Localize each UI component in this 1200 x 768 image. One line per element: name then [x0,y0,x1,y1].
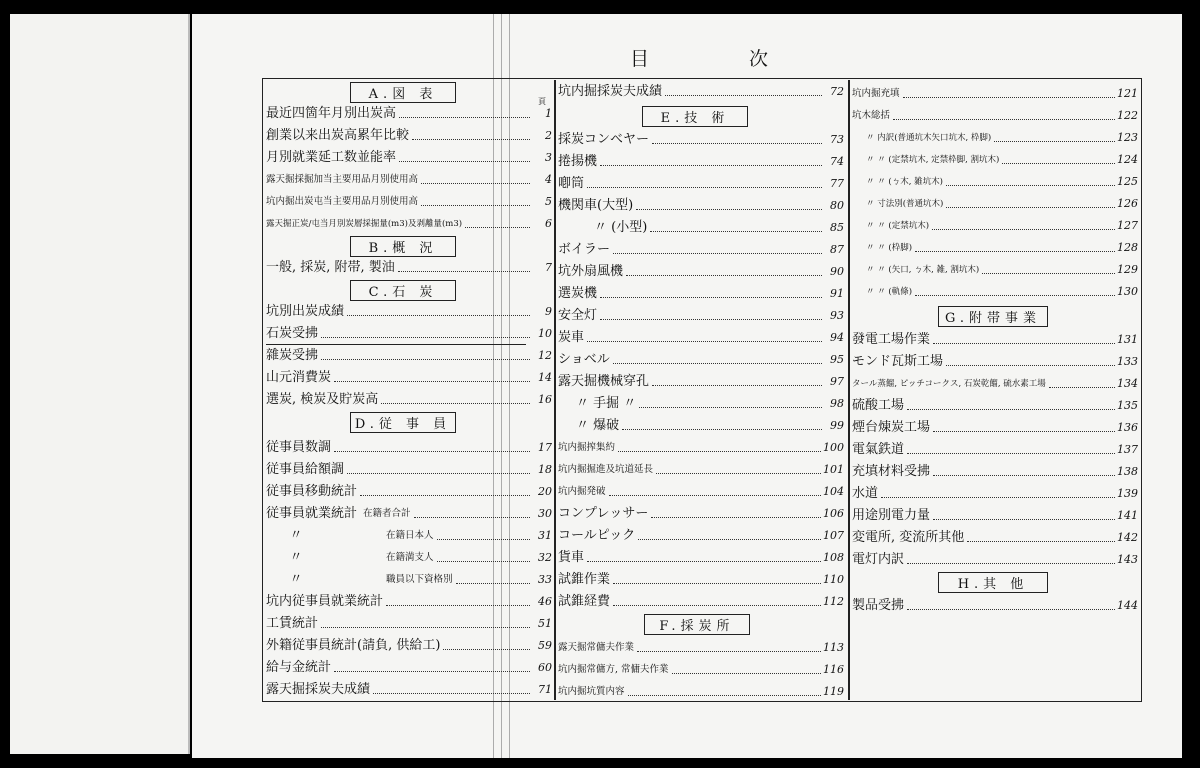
toc-entry[interactable]: 露天掘常傭夫作業 113 [558,641,844,654]
toc-entry[interactable]: 〃 〃 (矢口, ㄅ木, 雑, 割坑木) 129 [866,263,1138,276]
toc-entry[interactable]: タール蒸餾, ピッチコークス, 石炭乾餾, 硫水素工場 134 [852,377,1138,390]
toc-entry[interactable]: 坑内掘発破 104 [558,485,844,498]
toc-entry[interactable]: 〃 〃 (軌條) 130 [866,285,1138,298]
column-divider [554,80,556,700]
toc-entry[interactable]: 雜炭受拂 12 [266,348,552,363]
toc-entry[interactable]: 坑内従事員就業統計 46 [266,594,552,609]
toc-entry[interactable]: 山元消費炭 14 [266,370,552,385]
section-header-b: B.概 況 [350,236,456,257]
toc-entry[interactable]: コールピック 107 [558,528,844,543]
toc-entry[interactable]: 給与金統計 60 [266,660,552,675]
toc-entry[interactable]: 露天掘採掘加当主要用品月別使用高 4 [266,173,552,186]
toc-entry[interactable]: ボイラー 87 [558,242,844,257]
toc-entry[interactable]: 選炭機 91 [558,286,844,301]
toc-entry[interactable]: 月別就業延工数並能率 3 [266,150,552,165]
section-header-e: E.技 術 [642,106,748,127]
toc-entry[interactable]: 石炭受拂 10 [266,326,552,341]
page-title [630,44,770,71]
toc-entry[interactable]: 坑内掘坑質内容 119 [558,685,844,698]
title-char-1: 目 [630,48,652,70]
page-fold [188,14,190,754]
title-char-2: 次 [748,48,770,70]
toc-entry[interactable]: 製品受拂 144 [852,598,1138,613]
toc-entry[interactable]: 〃 爆破 99 [576,418,844,433]
previous-page-edge [10,14,190,754]
toc-entry[interactable]: 坑木総括 122 [852,109,1138,122]
toc-entry[interactable]: 試錐作業 110 [558,572,844,587]
toc-entry[interactable]: 坑内掘常傭方, 常傭夫作業 116 [558,663,844,676]
toc-entry[interactable]: 喞筒 77 [558,176,844,191]
toc-entry[interactable]: 〃 内訳(普通坑木矢口坑木, 枠脚) 123 [866,131,1138,144]
toc-entry[interactable]: 坑外扇風機 90 [558,264,844,279]
toc-entry[interactable]: 最近四箇年月別出炭高 1 [266,106,552,121]
toc-entry[interactable]: 坑内掘出炭屯当主要用品月別使用高 5 [266,195,552,208]
toc-entry[interactable]: 従事員移動統計 20 [266,484,552,499]
toc-entry[interactable]: 〃 〃 (定禁坑木, 定禁枠脚, 割坑木) 124 [866,153,1138,166]
toc-entry[interactable]: 〃 〃 (枠脚) 128 [866,241,1138,254]
toc-entry[interactable]: 坑内掘採炭夫成績 72 [558,84,844,99]
toc-entry[interactable]: 捲揚機 74 [558,154,844,169]
column-divider [848,80,850,700]
toc-entry[interactable]: 露天掘採炭夫成績 71 [266,682,552,697]
toc-entry[interactable]: 坑内掘充填 121 [852,87,1138,100]
toc-entry[interactable]: 〃 在籍満支人 32 [289,550,552,565]
toc-column-1 [266,80,552,700]
page-column-label: 頁 [538,97,546,106]
toc-entry[interactable]: 〃 〃 (定禁坑木) 127 [866,219,1138,232]
toc-column-3 [852,80,1138,700]
toc-entry[interactable]: 従事員就業統計 在籍者合計 30 [266,506,552,521]
section-header-a: A.図 表 [350,82,456,103]
toc-entry[interactable]: 工賃統計 51 [266,616,552,631]
section-header-g: G.附帯事業 [938,306,1048,327]
toc-entry[interactable]: 電灯内訳 143 [852,552,1138,567]
section-header-d: D.従 事 員 [350,412,456,433]
toc-entry[interactable]: 従事員数調 17 [266,440,552,455]
toc-entry[interactable]: 水道 139 [852,486,1138,501]
toc-column-2 [558,80,844,700]
toc-entry[interactable]: 従事員給額調 18 [266,462,552,477]
toc-entry[interactable]: 電氣鉄道 137 [852,442,1138,457]
toc-entry[interactable]: 変電所, 変流所其他 142 [852,530,1138,545]
toc-entry[interactable]: 〃 寸法別(普通坑木) 126 [866,197,1138,210]
toc-entry[interactable]: 採炭コンベヤー 73 [558,132,844,147]
toc-entry[interactable]: モンド瓦斯工場 133 [852,354,1138,369]
toc-entry[interactable]: 貨車 108 [558,550,844,565]
toc-entry[interactable]: 〃 在籍日本人 31 [289,528,552,543]
toc-entry[interactable]: 創業以来出炭高累年比較 2 [266,128,552,143]
toc-entry[interactable]: 〃 〃 (ㄅ木, 雑坑木) 125 [866,175,1138,188]
toc-entry[interactable]: 露天掘正炭/屯当月別炭層採掘量(m3)及剥離量(m3) 6 [266,217,552,230]
toc-entry[interactable]: 充填材料受拂 138 [852,464,1138,479]
toc-entry[interactable]: コンプレッサー 106 [558,506,844,521]
toc-entry[interactable]: 煙台煉炭工場 136 [852,420,1138,435]
toc-entry[interactable]: 炭車 94 [558,330,844,345]
toc-entry[interactable]: 用途別電力量 141 [852,508,1138,523]
toc-entry[interactable]: 機関車(大型) 80 [558,198,844,213]
toc-entry[interactable]: 〃 手掘 〃 98 [576,396,844,411]
toc-entry[interactable]: ショベル 95 [558,352,844,367]
toc-entry[interactable]: 硫酸工場 135 [852,398,1138,413]
toc-entry[interactable]: 一般, 採炭, 附帯, 製油 7 [266,260,552,275]
toc-entry[interactable]: 坑内掘搾集約 100 [558,441,844,454]
toc-entry[interactable]: 發電工場作業 131 [852,332,1138,347]
toc-entry[interactable]: 外籍従事員統計(請負, 供給工) 59 [266,638,552,653]
section-header-c: C.石 炭 [350,280,456,301]
section-header-f: F.採炭所 [644,614,750,635]
toc-entry[interactable]: 坑別出炭成績 9 [266,304,552,319]
toc-entry[interactable]: 試錐経費 112 [558,594,844,609]
toc-entry[interactable]: 〃 職員以下資格別 33 [289,572,552,587]
toc-entry[interactable]: 安全灯 93 [558,308,844,323]
toc-entry[interactable]: 坑内掘掘進及坑道延長 101 [558,463,844,476]
toc-entry[interactable]: 選炭, 検炭及貯炭高 16 [266,392,552,407]
toc-entry[interactable]: 露天掘機械穿孔 97 [558,374,844,389]
section-header-h: H.其 他 [938,572,1048,593]
toc-entry[interactable]: 〃 (小型) 85 [594,220,844,235]
